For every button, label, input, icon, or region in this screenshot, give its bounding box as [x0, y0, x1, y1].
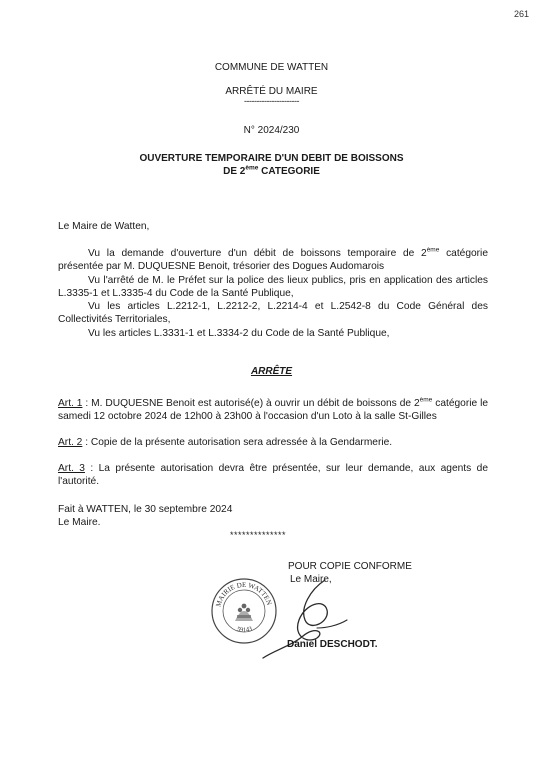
- visas-block: [58, 247, 488, 340]
- subject-line-2-post: CATEGORIE: [258, 166, 320, 177]
- seal-bottom-text: 59143: [236, 625, 254, 634]
- visa-1-pre: Vu la demande d'ouverture d'un débit de boissons temporaire de 2: [88, 248, 427, 259]
- visa-1-sup: ème: [426, 246, 440, 254]
- visa-4: Vu les articles L.3331-1 et L.3334-2 du Code de la Santé Publique,: [88, 327, 390, 339]
- article-2-label: Art. 2: [58, 437, 83, 448]
- subject-line-2: [0, 165, 543, 178]
- star-separator: **************: [230, 530, 287, 540]
- le-maire-label: Le Maire,: [290, 574, 332, 585]
- copie-conforme: POUR COPIE CONFORME: [288, 561, 412, 572]
- subject-line-2-sup: ème: [245, 164, 259, 172]
- article-1-post: catégorie le samedi 12 octobre 2024 de 12h00 à 23h00 à l'occasion d'un Loto à la salle St-Gilles: [58, 398, 488, 423]
- article-3: [58, 462, 488, 489]
- arrete-subject: [0, 152, 543, 178]
- page-number: 261: [513, 9, 529, 19]
- article-1: [58, 397, 488, 424]
- article-1-label: Art. 1: [58, 398, 83, 409]
- signatory-name: Daniel DESCHODT.: [287, 639, 378, 650]
- visa-1-post: catégorie présentée par M. DUQUESNE Benoit, trésorier des Dogues Audomarois: [58, 248, 488, 273]
- article-3-label: Art. 3: [58, 463, 85, 474]
- visa-3: Vu les articles L.2212-1, L.2212-2, L.2214-4 et L.2542-8 du Code Général des Collectivités Territoriales,: [58, 301, 488, 326]
- fait-a-date: Fait à WATTEN, le 30 septembre 2024: [58, 504, 233, 515]
- seal-top-text: MAIRIE DE WATTEN: [214, 580, 274, 608]
- closing-block: [58, 503, 488, 530]
- arrete-number: N° 2024/230: [243, 125, 300, 136]
- salutation: Le Maire de Watten,: [58, 221, 150, 232]
- article-1-pre: : M. DUQUESNE Benoit est autorisé(e) à ouvrir un débit de boissons de 2: [82, 398, 420, 409]
- mayor-signature-icon: [255, 570, 355, 665]
- commune-name: COMMUNE DE WATTEN: [214, 62, 329, 73]
- visa-1: [58, 247, 488, 274]
- title-separator: ----------------------: [244, 96, 299, 106]
- article-2-text: : Copie de la présente autorisation sera adressée à la Gendarmerie.: [82, 437, 393, 448]
- closing-role: Le Maire.: [58, 517, 101, 529]
- article-3-text: : La présente autorisation devra être présentée, sur leur demande, aux agents de l'autorité.: [58, 463, 488, 488]
- document-title: ARRÊTÉ DU MAIRE: [225, 86, 318, 97]
- subject-line-2-pre: DE 2: [223, 166, 246, 177]
- article-2: [58, 436, 488, 449]
- article-1-sup: ème: [419, 396, 433, 404]
- subject-line-1: OUVERTURE TEMPORAIRE D'UN DEBIT DE BOISSONS: [139, 153, 404, 164]
- arrete-heading: ARRÊTE: [250, 366, 293, 377]
- visa-2: Vu l'arrêté de M. le Préfet sur la police des lieux publics, pris en application des articles L.3335-1 et L.3335-4 du Code de la Santé Publique,: [58, 274, 488, 299]
